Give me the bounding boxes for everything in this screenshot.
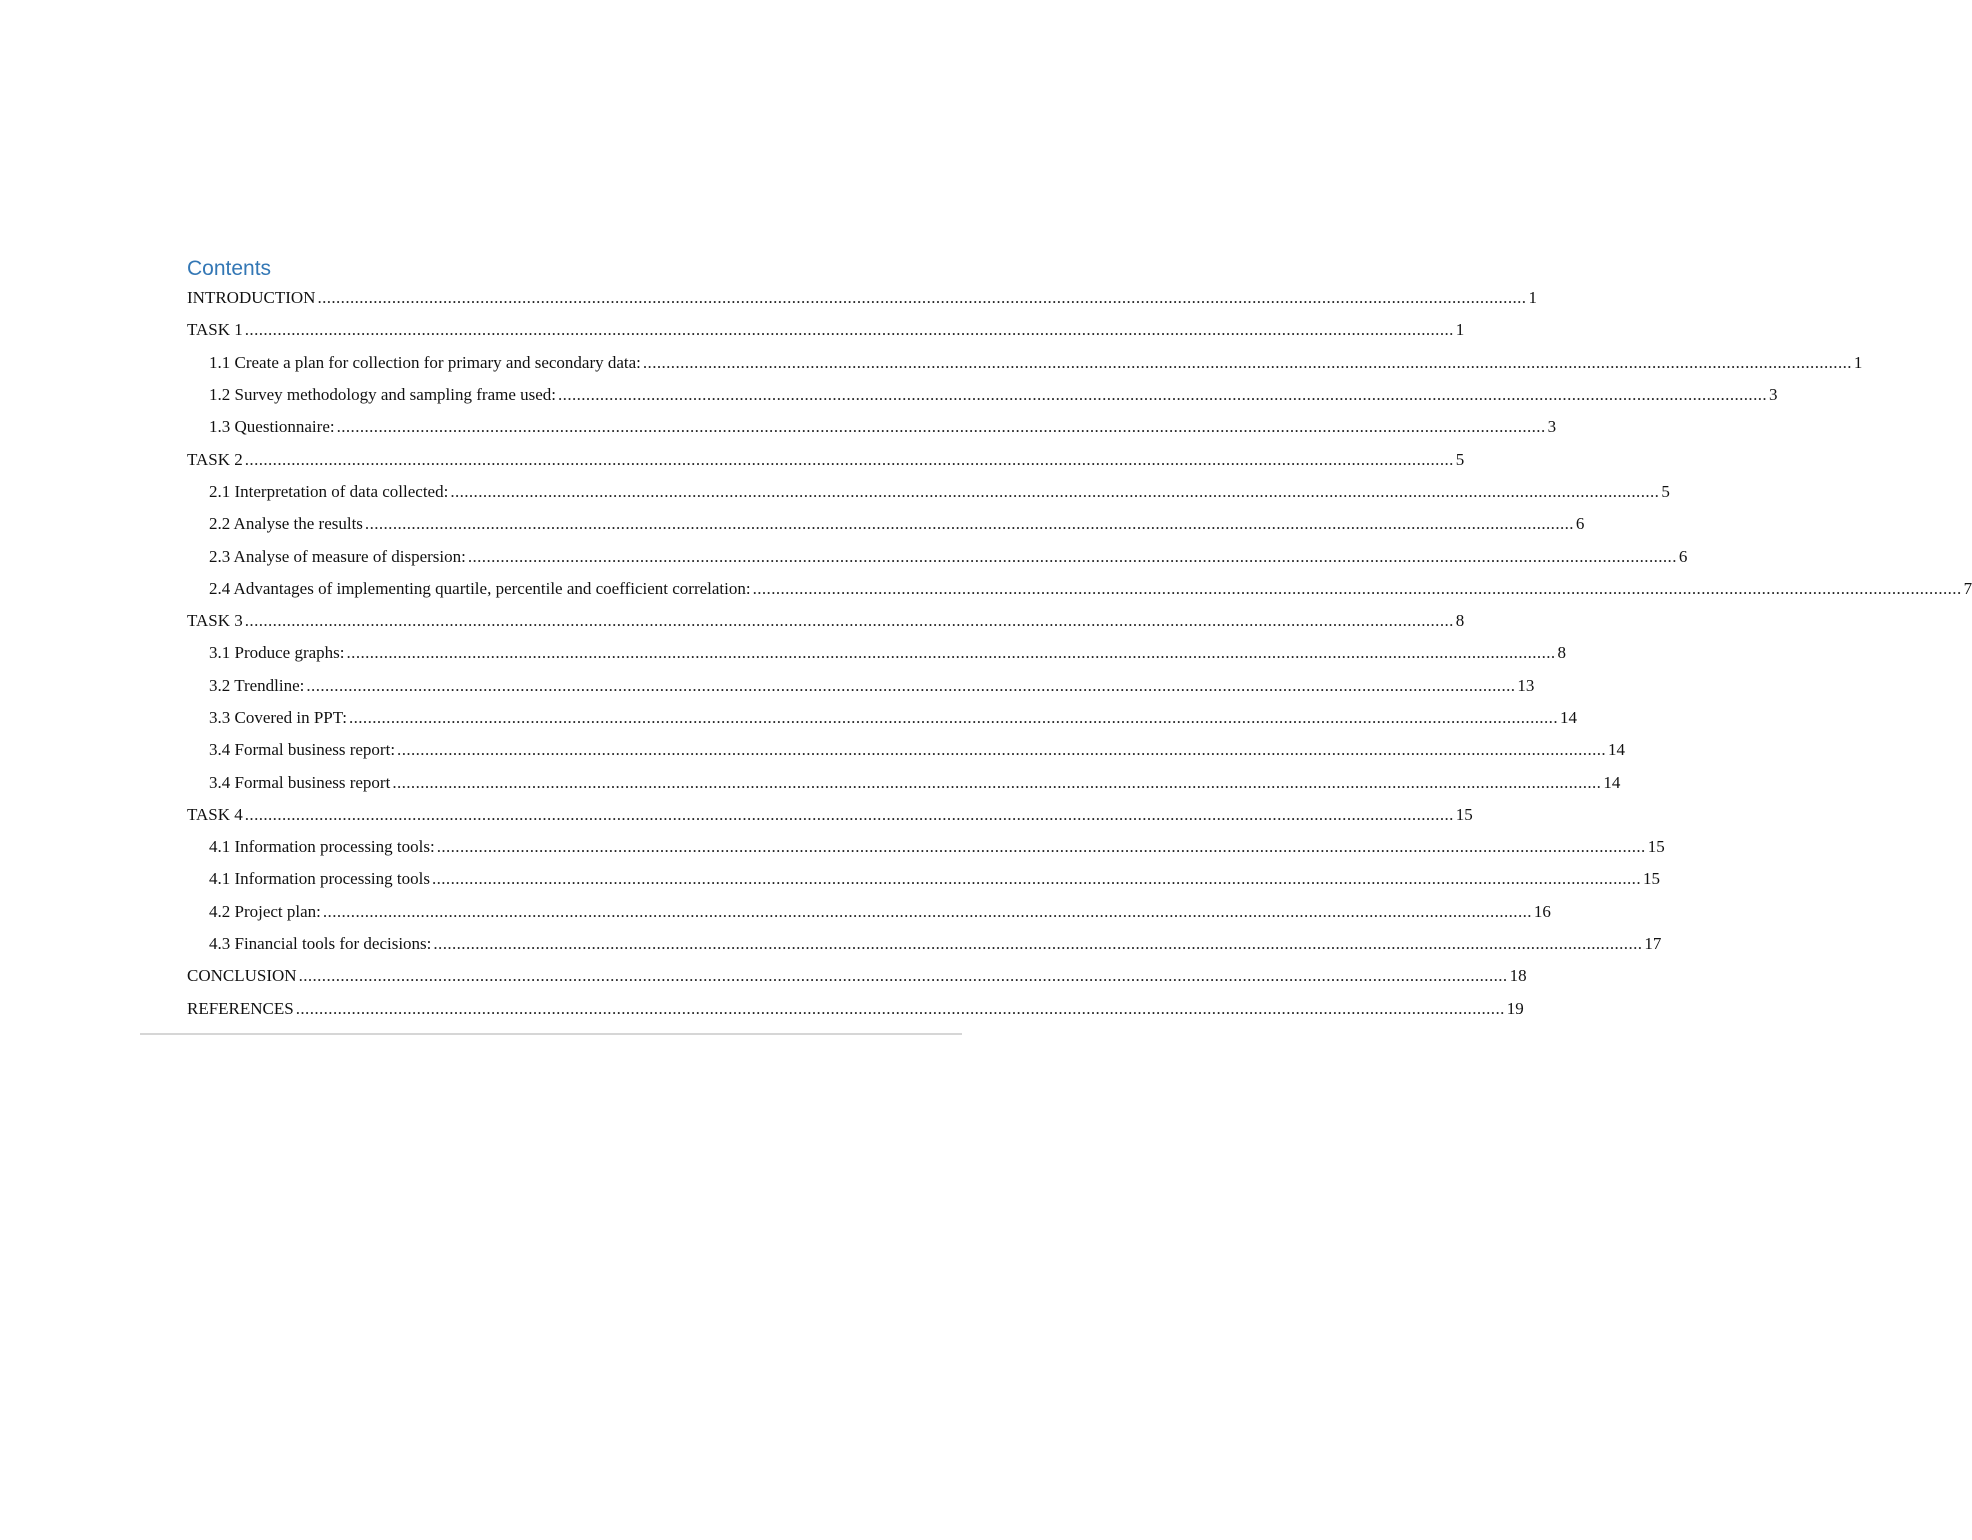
toc-entry-label: 2.4 Advantages of implementing quartile, percentile and coefficient correlation: [209,578,751,598]
dot-leader: .................................................................................................................................................................................................................................................................... [244,320,1454,340]
toc-entry-page-number: 15 [1642,869,1660,889]
toc-entry-subheading[interactable] [209,766,1621,798]
toc-list [0,282,1972,1025]
toc-entry-page-number: 19 [1506,998,1524,1018]
toc-entry-subheading[interactable] [209,831,1665,863]
toc-entry-label: 4.3 Financial tools for decisions: [209,934,432,954]
toc-entry-page-number: 14 [1608,740,1626,760]
dot-leader: .................................................................................................................................................................................................................................................................... [392,772,1602,792]
toc-entry-subheading[interactable] [209,637,1567,669]
toc-entry-label: 2.1 Interpretation of data collected: [209,481,449,501]
toc-entry-label: TASK 1 [187,320,243,340]
dot-leader: .................................................................................................................................................................................................................................................................... [431,869,1641,889]
toc-entry-label: 4.1 Information processing tools: [209,837,435,857]
toc-entry-label: 4.1 Information processing tools [209,869,430,889]
toc-entry-label: TASK 3 [187,611,243,631]
toc-entry-page-number: 6 [1575,514,1585,534]
toc-entry-page-number: 6 [1678,546,1688,566]
dot-leader: .................................................................................................................................................................................................................................................................... [558,385,1768,405]
toc-entry-label: 4.2 Project plan: [209,901,321,921]
toc-entry-label: INTRODUCTION [187,288,316,308]
toc-entry-page-number: 8 [1557,643,1567,663]
dot-leader: .................................................................................................................................................................................................................................................................... [642,352,1852,372]
toc-entry-page-number: 15 [1647,837,1665,857]
dot-leader: .................................................................................................................................................................................................................................................................... [244,611,1454,631]
dot-leader: .................................................................................................................................................................................................................................................................... [364,514,1574,534]
toc-entry-heading[interactable] [187,960,1527,992]
toc-entry-label: 3.4 Formal business report: [209,740,396,760]
toc-entry-label: REFERENCES [187,998,294,1018]
toc-entry-label: 1.2 Survey methodology and sampling frame used: [209,385,557,405]
toc-entry-page-number: 1 [1455,320,1465,340]
toc-entry-page-number: 3 [1547,417,1557,437]
toc-entry-subheading[interactable] [209,347,1863,379]
toc-entry-subheading[interactable] [209,476,1670,508]
toc-title: Contents [187,257,272,280]
toc-entry-page-number: 8 [1455,611,1465,631]
toc-entry-subheading[interactable] [209,702,1577,734]
toc-entry-subheading[interactable] [209,508,1585,540]
toc-entry-label: 1.1 Create a plan for collection for primary and secondary data: [209,352,641,372]
toc-entry-page-number: 13 [1517,675,1535,695]
toc-entry-label: 2.3 Analyse of measure of dispersion: [209,546,466,566]
toc-entry-heading[interactable] [187,993,1524,1025]
toc-entry-page-number: 5 [1455,449,1465,469]
dot-leader: .................................................................................................................................................................................................................................................................... [306,675,1516,695]
dot-leader: .................................................................................................................................................................................................................................................................... [298,966,1508,986]
toc-entry-page-number: 5 [1661,481,1670,501]
toc-entry-heading[interactable] [187,314,1465,346]
toc-entry-page-number: 15 [1455,804,1473,824]
dot-leader: .................................................................................................................................................................................................................................................................... [752,578,1962,598]
toc-entry-subheading[interactable] [209,928,1662,960]
toc-entry-subheading[interactable] [209,379,1778,411]
toc-entry-heading[interactable] [187,799,1473,831]
page-divider [140,1033,962,1035]
dot-leader: .................................................................................................................................................................................................................................................................... [295,998,1505,1018]
toc-entry-page-number: 14 [1603,772,1621,792]
dot-leader: .................................................................................................................................................................................................................................................................... [336,417,1546,437]
toc-entry-page-number: 14 [1559,708,1577,727]
dot-leader: .................................................................................................................................................................................................................................................................... [322,901,1532,921]
toc-entry-heading[interactable] [187,443,1465,475]
toc-entry-label: 2.2 Analyse the results [209,514,363,534]
toc-entry-label: CONCLUSION [187,966,297,986]
toc-entry-subheading[interactable] [209,863,1660,895]
dot-leader: .................................................................................................................................................................................................................................................................... [467,546,1677,566]
toc-entry-page-number: 7 [1963,578,1972,598]
toc-entry-subheading[interactable] [209,573,1972,605]
dot-leader: .................................................................................................................................................................................................................................................................... [244,449,1454,469]
toc-entry-label: TASK 4 [187,804,243,824]
toc-entry-subheading[interactable] [209,411,1557,443]
dot-leader: .................................................................................................................................................................................................................................................................... [346,643,1556,663]
toc-entry-heading[interactable] [187,605,1465,637]
toc-entry-page-number: 18 [1509,966,1527,986]
toc-entry-label: 3.4 Formal business report [209,772,391,792]
dot-leader: .................................................................................................................................................................................................................................................................... [317,288,1527,308]
toc-entry-label: TASK 2 [187,449,243,469]
toc-entry-subheading[interactable] [209,896,1551,928]
dot-leader: .................................................................................................................................................................................................................................................................... [450,481,1660,501]
toc-entry-subheading[interactable] [209,540,1688,572]
dot-leader: .................................................................................................................................................................................................................................................................... [397,740,1607,760]
toc-entry-label: 3.2 Trendline: [209,675,305,695]
toc-entry-subheading[interactable] [209,734,1626,766]
toc-entry-page-number: 1 [1853,352,1863,372]
toc-entry-label: 3.1 Produce graphs: [209,643,345,663]
dot-leader: .................................................................................................................................................................................................................................................................... [348,708,1558,727]
toc-entry-page-number: 17 [1644,934,1662,954]
toc-entry-heading[interactable] [187,282,1537,314]
toc-entry-page-number: 16 [1533,901,1551,921]
toc-entry-page-number: 1 [1528,288,1537,308]
toc-entry-label: 1.3 Questionnaire: [209,417,335,437]
dot-leader: .................................................................................................................................................................................................................................................................... [433,934,1643,954]
dot-leader: .................................................................................................................................................................................................................................................................... [244,804,1454,824]
dot-leader: .................................................................................................................................................................................................................................................................... [436,837,1646,857]
toc-entry-page-number: 3 [1769,385,1778,405]
toc-entry-label: 3.3 Covered in PPT: [209,708,347,727]
toc-entry-subheading[interactable] [209,670,1535,702]
